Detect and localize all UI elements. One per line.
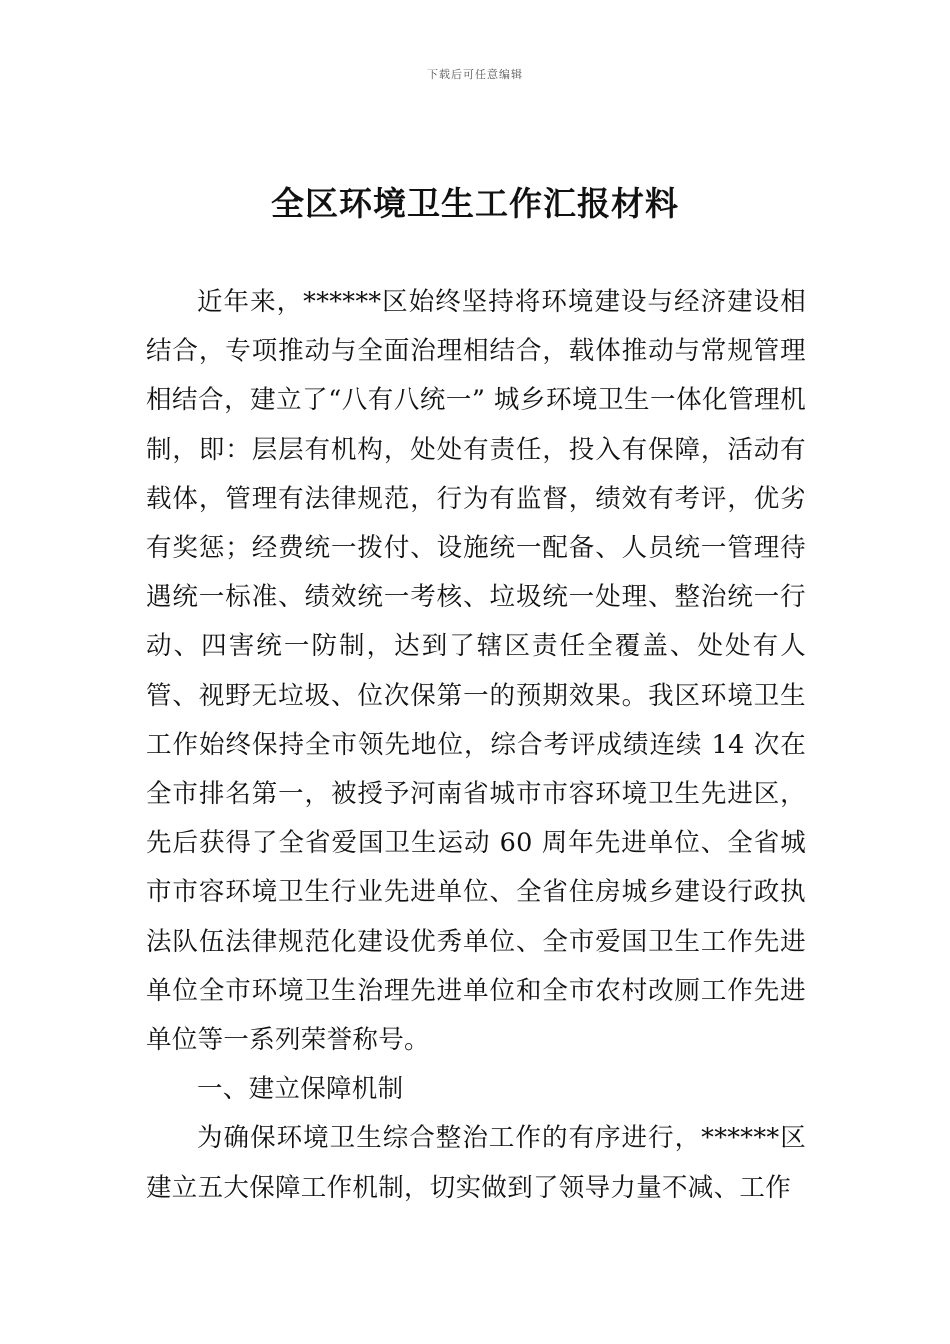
section-heading: 一、建立保障机制 [197,1074,404,1105]
document-title: 全区环境卫生工作汇报材料 [271,184,679,223]
document-body [146,278,806,1213]
intro-paragraph: 近年来，******区始终坚持将环境建设与经济建设相结合，专项推动与全面治理相结合，载体推动与常规管理相结合，建立了“八有八统一” 城乡环境卫生一体化管理机制，即：层层有机构，处处有责任，投入有保障，活动有载体，管理有法律规范，行为有监督，绩效有考评，优劣有奖惩；经费统一拨付、设施统一配备、人员统一管理待遇统一标准、绩效统一考核、垃圾统一处理、整治统一行动、四害统一防制，达到了辖区责任全覆盖、处处有人管、视野无垃圾、位次保第一的预期效果。我区环境卫生工作始终保持全市领先地位，综合考评成绩连续 14 次在全市排名第一，被授予河南省城市市容环境卫生先进区，先后获得了全省爱国卫生运动 60 周年先进单位、全省城市市容环境卫生行业先进单位、全省住房城乡建设行政执法队伍法律规范化建设优秀单位、全市爱国卫生工作先进单位全市环境卫生治理先进单位和全市农村改厕工作先进单位等一系列荣誉称号。 [146,287,806,1056]
section-paragraph: 为确保环境卫生综合整治工作的有序进行，******区建立五大保障工作机制，切实做到了领导力量不减、工作 [146,1123,806,1203]
page-header-note: 下载后可任意编辑 [427,68,523,81]
